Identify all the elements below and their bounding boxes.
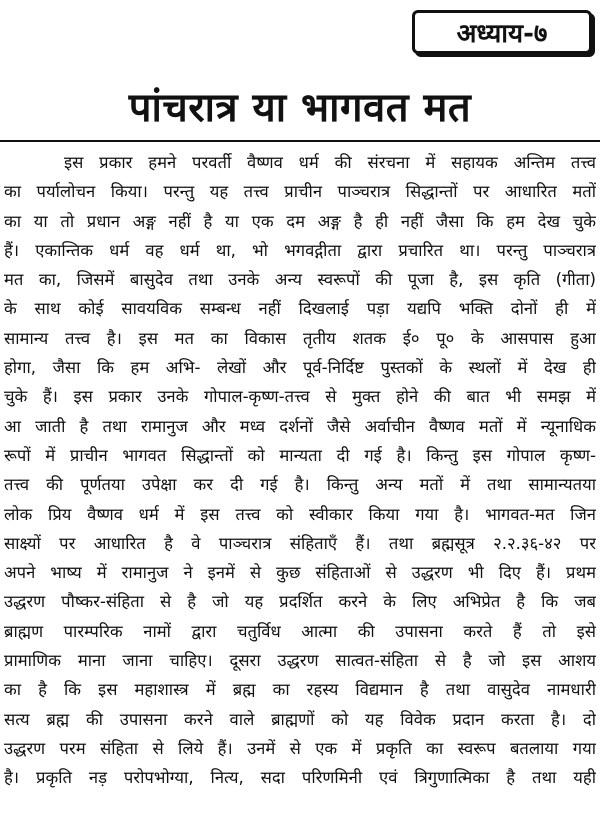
paragraph-line: ब्राह्मण पारम्परिक नामों द्वारा चतुर्विध आत्मा की उपासना करते हैं तो इसे <box>4 621 596 641</box>
chapter-title: पांचरात्र या भागवत मत <box>128 85 472 131</box>
paragraph-line: चुके हैं। इस प्रकार उनके गोपाल-कृष्ण-तत्त्व से मुक्त होने की बात भी समझ में <box>4 387 596 407</box>
paragraph-line: प्रामाणिक माना जाना चाहिए। दूसरा उद्धरण सात्वत-संहिता से है जो इस आशय <box>4 651 596 671</box>
body-paragraph <box>4 148 596 793</box>
paragraph-line: है। प्रकृति नड़ परोपभोग्या, नित्य, सदा परिणमिनी एवं त्रिगुणात्मिका है तथा यही <box>4 768 596 788</box>
paragraph-line: आ जाती है तथा रामानुज और मध्व दर्शनों जैसे अर्वाचीन वैष्णव मतों में न्यूनाधिक <box>4 416 596 436</box>
paragraph-line: हैं। एकान्तिक धर्म वह धर्म था, भो भगवद्गीता द्वारा प्रचारित था। परन्तु पाञ्चरात्र <box>4 240 596 260</box>
chapter-label-box <box>412 10 592 54</box>
paragraph-line: रूपों में प्राचीन भागवत सिद्धान्तों को मान्यता दी गई है। किन्तु इस गोपाल कृष्ण- <box>4 445 596 465</box>
paragraph-line: इस प्रकार हमने परवर्ती वैष्णव धर्म की संरचना में सहायक अन्तिम तत्त्व <box>64 153 596 172</box>
paragraph-line: का है कि इस महाशास्त्र में ब्रह्म का रहस्य विद्यमान है तथा वासुदेव नामधारी <box>4 680 596 700</box>
paragraph-line: लोक प्रिय वैष्णव धर्म में इस तत्त्व को स्वीकार किया गया है। भागवत-मत जिन <box>4 504 596 524</box>
paragraph-line: उद्धरण परम संहिता से लिये हैं। उनमें से एक में प्रकृति का स्वरूप बतलाया गया <box>4 738 596 758</box>
paragraph-line: साक्ष्यों पर आधारित है वे पाञ्चरात्र संहिताएँ हैं। तथा ब्रह्मसूत्र २.२.३६-४२ पर <box>4 533 596 553</box>
title-divider <box>0 140 600 142</box>
paragraph-line: अपने भाष्य में रामानुज ने इनमें से कुछ संहिताओं से उद्धरण भी दिए हैं। प्रथम <box>4 563 596 583</box>
paragraph-line: का या तो प्रधान अङ्ग नहीं है या एक दम अङ्ग है ही नहीं जैसा कि हम देख चुके <box>4 211 596 231</box>
paragraph-line: तत्त्व की पूर्णतया उपेक्षा कर दी गई है। किन्तु अन्य मतों में तथा सामान्यतया <box>4 475 596 495</box>
paragraph-line: सत्य ब्रह्म की उपासना करने वाले ब्राह्मणों को यह विवेक प्रदान करता है। दो <box>4 709 596 729</box>
paragraph-line: का पर्यालोचन किया। परन्तु यह तत्त्व प्राचीन पाञ्चरात्र सिद्धान्तों पर आधारित मतों <box>4 182 596 202</box>
paragraph-line: उद्धरण पौष्कर-संहिता से है जो यह प्रदर्शित करने के लिए अभिप्रेत है कि जब <box>4 592 596 612</box>
paragraph-line: होगा, जैसा कि हम अभि- लेखों और पूर्व-निर्दिष्ट पुस्तकों के स्थलों में देख ही <box>4 358 596 378</box>
paragraph-line: सामान्य तत्त्व है। इस मत का विकास तृतीय शतक ई० पू० के आसपास हुआ <box>4 328 596 348</box>
paragraph-line: के साथ कोई सावयविक सम्बन्ध नहीं दिखलाई पड़ा यद्यपि भक्ति दोनों ही में <box>4 299 596 319</box>
paragraph-line: मत का, जिसमें बासुदेव तथा उनके अन्य स्वरूपों की पूजा है, इस कृति (गीता) <box>4 270 596 290</box>
chapter-label: अध्याय-७ <box>456 19 548 49</box>
